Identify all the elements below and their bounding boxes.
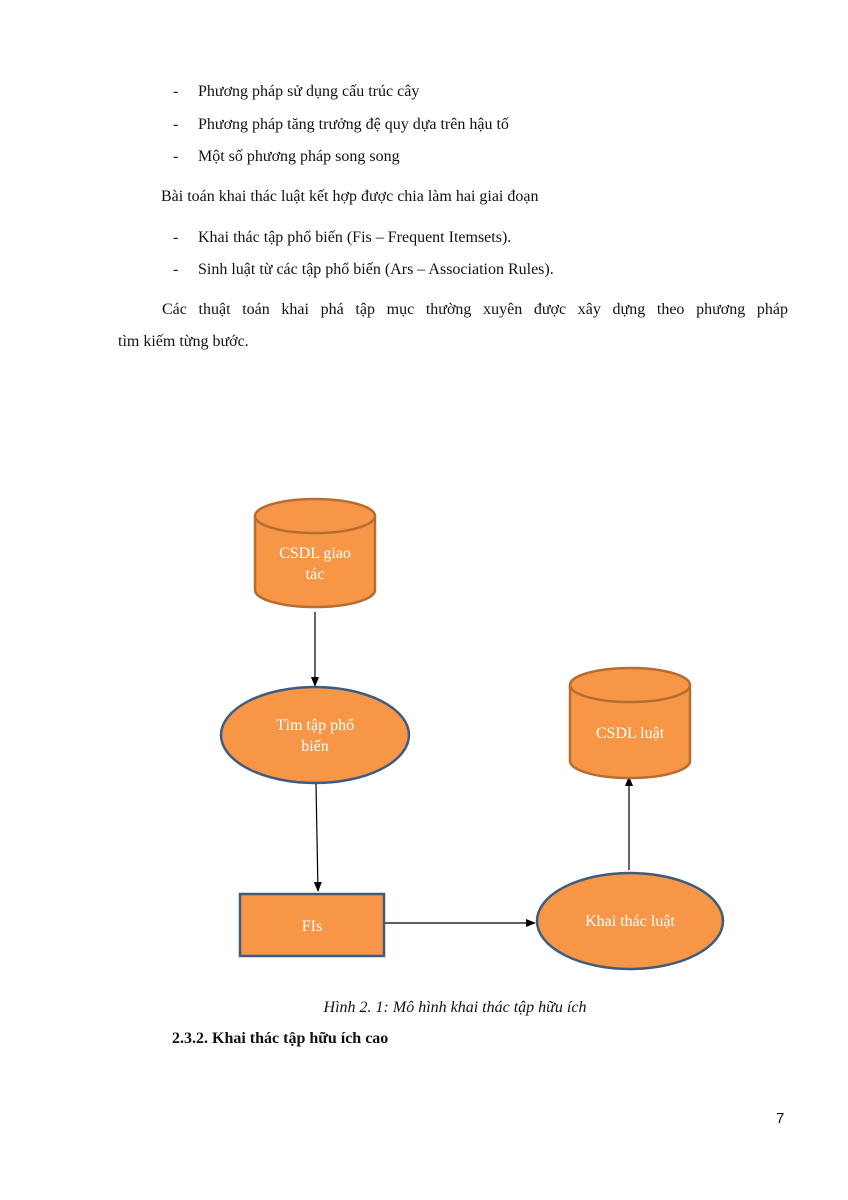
page-number: 7	[776, 1110, 785, 1127]
bullet-dash: -	[173, 116, 179, 133]
bullet-dash: -	[173, 148, 179, 165]
bullet-text: Phương pháp tăng trưởng đệ quy dựa trên hậu tố	[198, 116, 509, 133]
node-find-line-2: biến	[301, 738, 329, 755]
arrow-find-to-fis	[316, 784, 318, 891]
bullet-dash: -	[173, 261, 179, 278]
paragraph-line-2: tìm kiếm từng bước.	[118, 333, 249, 350]
node-fis: FIs	[301, 918, 323, 935]
fis-rectangle	[240, 894, 384, 956]
transaction-db-cylinder	[255, 499, 375, 607]
bullet-dash: -	[173, 83, 179, 100]
bullet-text: Phương pháp sử dụng cấu trúc cây	[198, 83, 420, 100]
node-db-line-1: CSDL giao	[279, 545, 351, 562]
bullet-text: Một số phương pháp song song	[198, 148, 400, 165]
rules-db-cylinder	[570, 668, 690, 778]
mine-rules-ellipse	[537, 873, 723, 969]
bullet-text: Khai thác tập phổ biến (Fis – Frequent Itemsets).	[198, 229, 512, 246]
figure-caption: Hình 2. 1: Mô hình khai thác tập hữu ích	[323, 999, 587, 1016]
section-heading: 2.3.2. Khai thác tập hữu ích cao	[172, 1030, 389, 1047]
find-frequent-ellipse	[221, 687, 409, 783]
paragraph-line-1: Các thuật toán khai phá tập mục thường xuyên được xây dựng theo phương pháp	[162, 301, 788, 318]
node-find-line-1: Tìm tập phổ	[275, 717, 355, 734]
bullet-text: Sinh luật từ các tập phổ biến (Ars – Association Rules).	[198, 261, 554, 278]
node-rules: CSDL luật	[595, 725, 665, 742]
intro-line: Bài toán khai thác luật kết hợp được chia làm hai giai đoạn	[161, 188, 539, 205]
bullet-dash: -	[173, 229, 179, 246]
node-mine: Khai thác luật	[585, 913, 675, 930]
node-db-line-2: tác	[305, 566, 325, 583]
